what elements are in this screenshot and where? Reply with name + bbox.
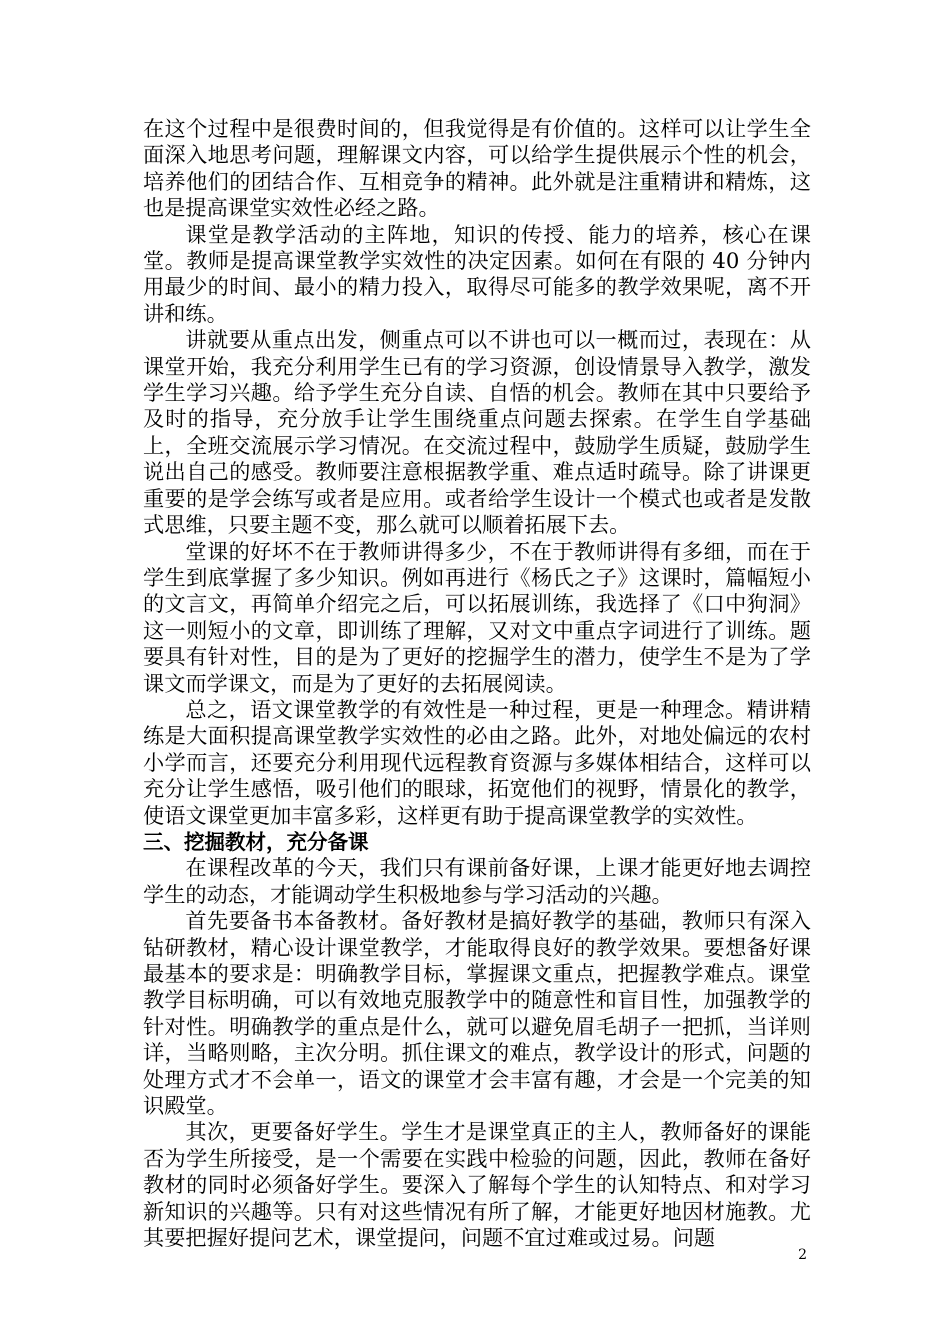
paragraph-6: 在课程改革的今天，我们只有课前备好课，上课才能更好地去调控学生的动态，才能调动学生积极地参与学习活动的兴趣。	[143, 855, 811, 907]
page-number: 2	[798, 1247, 807, 1263]
paragraph-5: 总之，语文课堂教学的有效性是一种过程，更是一种理念。精讲精练是大面积提高课堂教学实效性的必由之路。此外，对地处偏远的农村小学而言，还要充分利用现代远程教育资源与多媒体相结合，这样可以充分让学生感悟，吸引他们的眼球，拓宽他们的视野，情景化的教学，使语文课堂更加丰富多彩，这样更有助于提高课堂教学的实效性。	[143, 696, 811, 828]
section-heading: 三、挖掘教材，充分备课	[143, 829, 369, 854]
paragraph-7: 首先要备书本备教材。备好教材是搞好教学的基础，教师只有深入钻研教材，精心设计课堂教学，才能取得良好的教学效果。要想备好课最基本的要求是：明确教学目标，掌握课文重点，把握教学难点。课堂教学目标明确，可以有效地克服教学中的随意性和盲目性，加强教学的针对性。明确教学的重点是什么，就可以避免眉毛胡子一把抓，当详则详，当略则略，主次分明。抓住课文的难点，教学设计的形式，问题的处理方式才不会单一，语文的课堂才会丰富有趣，才会是一个完美的知识殿堂。	[143, 908, 811, 1119]
paragraph-8: 其次，更要备好学生。学生才是课堂真正的主人，教师备好的课能否为学生所接受，是一个需要在实践中检验的问题，因此，教师在备好教材的同时必须备好学生。要深入了解每个学生的认知特点、和对学习新知识的兴趣等。只有对这些情况有所了解，才能更好地因材施教。尤其要把握好提问艺术，课堂提问，问题不宜过难或过易。问题	[143, 1119, 811, 1251]
paragraph-3: 讲就要从重点出发，侧重点可以不讲也可以一概而过，表现在：从课堂开始，我充分利用学生已有的学习资源，创设情景导入教学，激发学生学习兴趣。给予学生充分自读、自悟的机会。教师在其中只要给予及时的指导，充分放手让学生围绕重点问题去探索。在学生自学基础上，全班交流展示学习情况。在交流过程中，鼓励学生质疑，鼓励学生说出自己的感受。教师要注意根据教学重、难点适时疏导。除了讲课更重要的是学会练写或者是应用。或者给学生设计一个模式也或者是发散式思维，只要主题不变，那么就可以顺着拓展下去。	[143, 327, 811, 538]
paragraph-2: 课堂是教学活动的主阵地，知识的传授、能力的培养，核心在课堂。教师是提高课堂教学实效性的决定因素。如何在有限的 40 分钟内用最少的时间、最小的精力投入，取得尽可能多的教学效果呢，离不开讲和练。	[143, 221, 811, 326]
paragraph-1: 在这个过程中是很费时间的，但我觉得是有价值的。这样可以让学生全面深入地思考问题，理解课文内容，可以给学生提供展示个性的机会，培养他们的团结合作、互相竞争的精神。此外就是注重精讲和精炼，这也是提高课堂实效性必经之路。	[143, 116, 811, 221]
document-page	[143, 116, 811, 1251]
paragraph-4: 堂课的好坏不在于教师讲得多少，不在于教师讲得有多细，而在于学生到底掌握了多少知识。例如再进行《杨氏之子》这课时，篇幅短小的文言文，再简单介绍完之后，可以拓展训练，我选择了《口中狗洞》这一则短小的文章，即训练了理解，又对文中重点字词进行了训练。题要具有针对性，目的是为了更好的挖掘学生的潜力，使学生不是为了学课文而学课文，而是为了更好的去拓展阅读。	[143, 538, 811, 696]
